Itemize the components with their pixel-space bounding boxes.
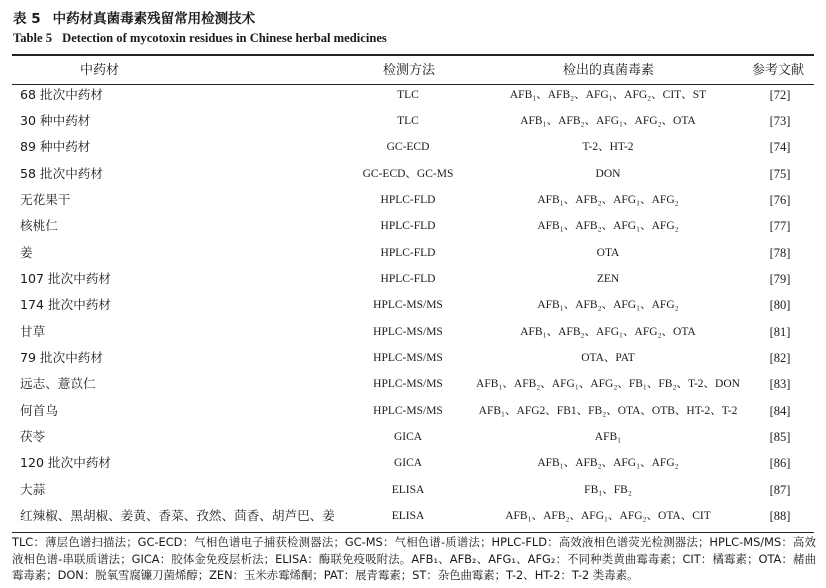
table-row bbox=[0, 292, 826, 318]
table-title-en-text: Detection of mycotoxin residues in Chinese herbal medicines bbox=[62, 31, 387, 45]
method-cell: HPLC-MS/MS bbox=[373, 404, 443, 417]
table-title-zh-text: 中药材真菌毒素残留常用检测技术 bbox=[52, 11, 256, 27]
method-cell: HPLC-FLD bbox=[380, 272, 436, 285]
ref-cell: [75] bbox=[769, 166, 791, 181]
table-row bbox=[0, 319, 826, 345]
table-title-en bbox=[13, 31, 387, 46]
method-cell: GC-ECD、GC-MS bbox=[362, 167, 454, 180]
herb-cell: 远志、薏苡仁 bbox=[20, 376, 96, 392]
top-rule bbox=[12, 54, 814, 56]
toxins-cell: AFB₁、AFB₂、AFG₁、AFG₂、OTA、CIT bbox=[505, 510, 711, 523]
herb-cell: 何首乌 bbox=[20, 402, 58, 418]
herb-cell: 30 种中药材 bbox=[20, 112, 91, 128]
method-cell: ELISA bbox=[391, 483, 425, 496]
table-row bbox=[0, 187, 826, 213]
ref-cell: [80] bbox=[769, 298, 791, 313]
ref-cell: [87] bbox=[769, 482, 791, 497]
toxins-cell: AFB₁、AFB₂、AFG₁、AFG₂、CIT、ST bbox=[509, 88, 707, 101]
table-row bbox=[0, 477, 826, 503]
method-cell: HPLC-MS/MS bbox=[373, 378, 443, 391]
toxins-cell: AFB₁、AFG2、FB1、FB₂、OTA、OTB、HT-2、T-2 bbox=[478, 404, 738, 417]
toxins-cell: OTA bbox=[596, 246, 620, 259]
method-cell: HPLC-MS/MS bbox=[373, 299, 443, 312]
method-cell: HPLC-FLD bbox=[380, 220, 436, 233]
table-row bbox=[0, 82, 826, 108]
toxins-cell: FB₁、FB₂ bbox=[584, 483, 632, 496]
toxins-cell: DON bbox=[595, 167, 621, 180]
table-row bbox=[0, 503, 826, 529]
header-method: 检测方法 bbox=[383, 63, 436, 78]
table-title-zh bbox=[13, 7, 255, 27]
table-row bbox=[0, 424, 826, 450]
toxins-cell: OTA、PAT bbox=[581, 352, 635, 364]
header-toxins: 检出的真菌毒素 bbox=[563, 63, 655, 78]
table-row bbox=[0, 240, 826, 266]
table-row bbox=[0, 161, 826, 187]
herb-cell: 79 批次中药材 bbox=[20, 350, 103, 365]
ref-cell: [81] bbox=[769, 324, 791, 339]
method-cell: HPLC-FLD bbox=[380, 246, 436, 259]
ref-cell: [79] bbox=[769, 271, 791, 286]
herb-cell: 174 批次中药材 bbox=[20, 297, 112, 313]
herb-cell: 89 种中药材 bbox=[20, 139, 91, 155]
herb-cell: 58 批次中药材 bbox=[20, 165, 103, 181]
method-cell: GICA bbox=[393, 457, 423, 470]
method-cell: HPLC-MS/MS bbox=[373, 352, 443, 364]
ref-cell: [77] bbox=[769, 219, 791, 234]
toxins-cell: AFB₁、AFB₂、AFG₁、AFG₂ bbox=[537, 193, 679, 206]
table-row bbox=[0, 213, 826, 239]
ref-cell: [83] bbox=[769, 377, 791, 392]
ref-cell: [82] bbox=[769, 351, 791, 365]
herb-cell: 120 批次中药材 bbox=[20, 455, 112, 471]
toxins-cell: AFB₁、AFB₂、AFG₁、AFG₂ bbox=[537, 220, 679, 233]
method-cell: HPLC-MS/MS bbox=[373, 325, 443, 338]
herb-cell: 核桃仁 bbox=[20, 218, 58, 234]
method-cell: GICA bbox=[393, 431, 423, 444]
herb-cell: 107 批次中药材 bbox=[20, 270, 112, 286]
ref-cell: [78] bbox=[769, 245, 791, 260]
herb-cell: 姜 bbox=[20, 244, 33, 260]
ref-cell: [74] bbox=[769, 140, 791, 155]
header-herb: 中药材 bbox=[80, 63, 120, 78]
toxins-cell: AFB₁、AFB₂、AFG₁、AFG₂ bbox=[537, 457, 679, 470]
toxins-cell: AFB₁ bbox=[594, 431, 622, 444]
toxins-cell: AFB₁、AFB₂、AFG₁、AFG₂、OTA bbox=[520, 325, 696, 338]
method-cell: HPLC-FLD bbox=[380, 193, 436, 206]
toxins-cell: T-2、HT-2 bbox=[582, 141, 634, 154]
herb-cell: 茯苓 bbox=[20, 429, 46, 445]
ref-cell: [84] bbox=[769, 403, 791, 418]
table-row bbox=[0, 134, 826, 160]
ref-cell: [85] bbox=[769, 430, 791, 445]
herb-cell: 红辣椒、黑胡椒、姜黄、香菜、孜然、茴香、胡芦巴、姜 bbox=[20, 508, 335, 524]
herb-cell: 无花果干 bbox=[20, 191, 71, 207]
ref-cell: [73] bbox=[769, 113, 791, 128]
method-cell: ELISA bbox=[391, 510, 425, 523]
table-row bbox=[0, 345, 826, 371]
method-cell: TLC bbox=[397, 114, 419, 127]
table-row bbox=[0, 450, 826, 476]
herb-cell: 大蒜 bbox=[20, 481, 46, 497]
toxins-cell: AFB₁、AFB₂、AFG₁、AFG₂、OTA bbox=[520, 114, 696, 127]
toxins-cell: AFB₁、AFB₂、AFG₁、AFG₂、FB₁、FB₂、T-2、DON bbox=[476, 378, 740, 391]
ref-cell: [86] bbox=[769, 456, 791, 471]
table-row bbox=[0, 108, 826, 134]
ref-cell: [88] bbox=[769, 509, 791, 524]
herb-cell: 甘草 bbox=[20, 323, 46, 339]
header-ref: 参考文献 bbox=[752, 63, 805, 78]
table-row bbox=[0, 266, 826, 292]
toxins-cell: AFB₁、AFB₂、AFG₁、AFG₂ bbox=[537, 299, 679, 312]
ref-cell: [76] bbox=[769, 192, 791, 207]
table-footnote: TLC：薄层色谱扫描法；GC-ECD：气相色谱电子捕获检测器法；GC-MS：气相色谱-质谱法；HPLC-FLD：高效液相色谱荧光检测器法；HPLC-MS/MS：高效液相色谱-串联质谱法；GICA：胶体金免疫层析法；ELISA：酶联免疫吸附法。AFB₁、AFB₂、AFG₁、AFG₂：不同种类黄曲霉毒素；CIT：橘霉素；OTA：赭曲霉毒素；DON：脱氧雪腐镰刀菌烯醇；ZEN：玉米赤霉烯酮；PAT：展青霉素；ST：杂色曲霉素；T-2、HT-2：T-2 类毒素。 bbox=[12, 535, 816, 583]
table-row bbox=[0, 398, 826, 424]
herb-cell: 68 批次中药材 bbox=[20, 86, 103, 102]
ref-cell: [72] bbox=[769, 87, 791, 102]
method-cell: GC-ECD bbox=[386, 141, 430, 154]
table-number-zh: 表 5 bbox=[13, 11, 41, 27]
table-row bbox=[0, 371, 826, 397]
toxins-cell: ZEN bbox=[596, 272, 620, 285]
method-cell: TLC bbox=[397, 88, 419, 101]
table-number-en: Table 5 bbox=[13, 31, 53, 45]
